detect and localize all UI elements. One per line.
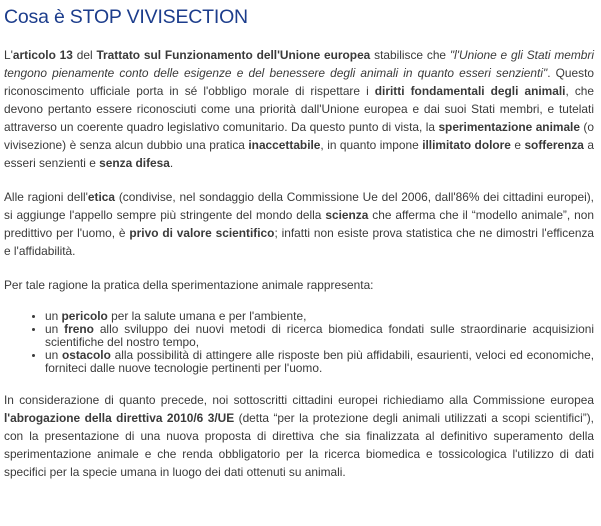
text: , in quanto impone bbox=[320, 138, 423, 152]
bold-text: ostacolo bbox=[61, 348, 111, 362]
bold-text: l'abrogazione della direttiva 2010/6 3/UE bbox=[4, 411, 235, 425]
bold-text: freno bbox=[64, 322, 94, 336]
text: a esseri senzienti e bbox=[4, 138, 594, 170]
text: un bbox=[45, 322, 65, 336]
paragraph-article-13 bbox=[4, 46, 594, 172]
text: del bbox=[72, 48, 97, 62]
bold-text: scienza bbox=[325, 208, 369, 222]
text: un bbox=[45, 348, 62, 362]
bold-text: Trattato sul Funzionamento dell'Unione europea bbox=[96, 48, 371, 62]
text: In considerazione di quanto precede, noi sottoscritti cittadini europei richiediamo alla Commissione europea bbox=[4, 393, 594, 407]
text: allo sviluppo dei nuovi metodi di ricerca biomedica fondati sulle straordinarie acquisizioni scientifiche del nostro tempo, bbox=[45, 322, 594, 349]
text: Alle ragioni dell' bbox=[4, 190, 88, 204]
bold-text: sofferenza bbox=[524, 138, 584, 152]
text: e bbox=[510, 138, 525, 152]
text: ; infatti non esiste prova statistica che ne dimostri l'efficenza e l'affidabilità. bbox=[4, 226, 594, 258]
bold-text: senza difesa bbox=[99, 156, 170, 170]
list-item bbox=[45, 349, 594, 375]
text: per la salute umana e per l'ambiente, bbox=[107, 309, 307, 323]
text: che afferma che il “modello animale”, non predittivo per l'uomo, è bbox=[4, 208, 594, 240]
bold-text: diritti fondamentali degli animali bbox=[374, 84, 566, 98]
text: stabilisce che bbox=[370, 48, 450, 62]
paragraph-intro-list: Per tale ragione la pratica della sperimentazione animale rappresenta: bbox=[4, 278, 374, 292]
bold-text: illimitato dolore bbox=[422, 138, 511, 152]
text: alla possibilità di attingere alle risposte ben più affidabili, esaurienti, veloci ed economiche, forniteci dalle nuove tecnologie pertinenti per l'uomo. bbox=[45, 348, 594, 375]
bold-text: etica bbox=[87, 190, 116, 204]
text: (o vivisezione) è senza alcun dubbio una pratica bbox=[4, 120, 594, 152]
bold-text: pericolo bbox=[61, 309, 108, 323]
paragraph-ethics-science bbox=[4, 188, 594, 260]
page-title: Cosa è STOP VIVISECTION bbox=[4, 6, 248, 28]
paragraph-request bbox=[4, 391, 594, 481]
italic-quote: "l'Unione e gli Stati membri tengono pienamente conto delle esigenze e del benessere degli animali in quanto esseri senzienti" bbox=[4, 48, 594, 80]
bold-text: inaccettabile bbox=[248, 138, 321, 152]
text: . Questo riconoscimento ufficiale porta in sé l'obbligo morale di rispettare i bbox=[4, 66, 594, 98]
list-item bbox=[45, 323, 594, 349]
text: L' bbox=[4, 48, 13, 62]
text: . bbox=[169, 156, 174, 170]
text: un bbox=[45, 309, 62, 323]
bold-text: articolo 13 bbox=[12, 48, 73, 62]
text: , che devono pertanto essere riconosciuti come una priorità dall'Unione europea e dai suoi Stati membri, e tutelati attraverso un coerente quadro legislativo comunitario. Da questo punto di vista, la bbox=[4, 84, 595, 134]
text: (detta “per la protezione degli animali utilizzati a scopi scientifici”), con la presentazione di una nuova proposta di direttiva che sia finalizzata al definitivo superamento della sperimentazione animale e che renda obbligatorio per la ricerca biomedica e tossicologica l'utilizzo di dati specifici per la specie umana in luogo dei dati ottenuti su animali. bbox=[4, 411, 594, 479]
text: (condivise, nel sondaggio della Commissione Ue del 2006, dall'86% dei cittadini europei), si aggiunge l'appello sempre più stringente del mondo della bbox=[4, 190, 594, 222]
reasons-list bbox=[4, 310, 594, 375]
bold-text: privo di valore scientifico bbox=[129, 226, 275, 240]
bold-text: sperimentazione animale bbox=[438, 120, 580, 134]
